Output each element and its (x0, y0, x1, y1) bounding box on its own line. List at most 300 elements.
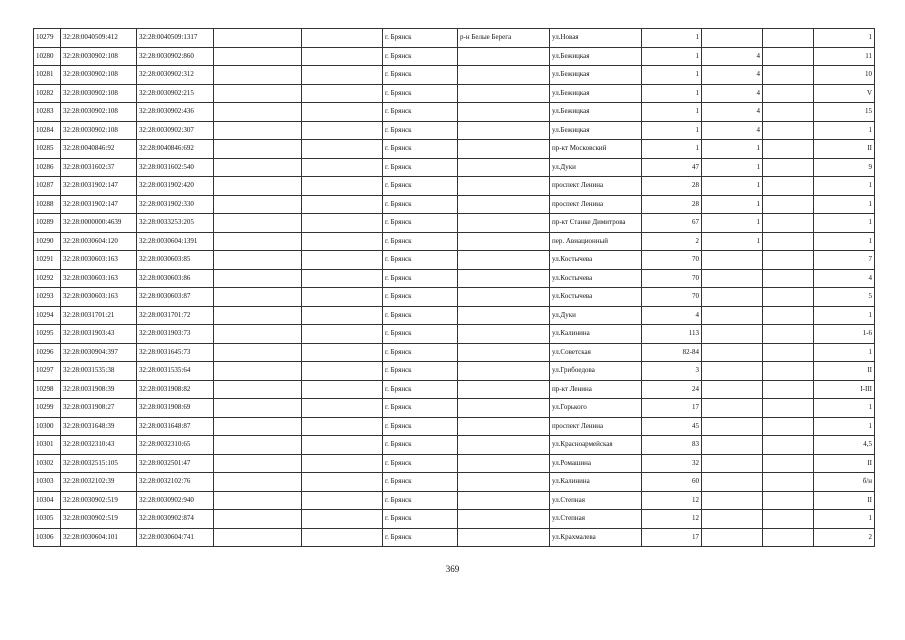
cell-premises: 5 (814, 288, 875, 307)
cell-parcel-number: 32:28:0030603:163 (61, 269, 137, 288)
cell-col-5 (302, 380, 383, 399)
cell-building (702, 436, 763, 455)
table-row (34, 269, 875, 288)
cell-premises: 4 (814, 269, 875, 288)
cell-col-11 (763, 140, 814, 159)
cell-district (458, 399, 550, 418)
cell-object-number: 32:28:0040509:1317 (137, 29, 214, 48)
cell-city: г. Брянск (383, 103, 458, 122)
cell-house: 1 (642, 121, 702, 140)
cell-col-11 (763, 288, 814, 307)
cell-city: г. Брянск (383, 195, 458, 214)
cell-city: г. Брянск (383, 491, 458, 510)
cell-house: 32 (642, 454, 702, 473)
table-row (34, 491, 875, 510)
table-row (34, 528, 875, 547)
cell-house: 17 (642, 528, 702, 547)
cell-street: пр-кт Станке Димитрова (550, 214, 642, 233)
cell-col-4 (214, 325, 302, 344)
cell-row-number: 10290 (34, 232, 61, 251)
cell-col-5 (302, 343, 383, 362)
cell-city: г. Брянск (383, 380, 458, 399)
cell-parcel-number: 32:28:0031903:43 (61, 325, 137, 344)
cell-district (458, 473, 550, 492)
cell-city: г. Брянск (383, 473, 458, 492)
cell-col-11 (763, 47, 814, 66)
cell-col-4 (214, 399, 302, 418)
cell-parcel-number: 32:28:0031602:37 (61, 158, 137, 177)
cell-district (458, 288, 550, 307)
cell-premises: 1 (814, 510, 875, 529)
cell-object-number: 32:28:0031908:82 (137, 380, 214, 399)
cell-city: г. Брянск (383, 288, 458, 307)
cell-city: г. Брянск (383, 362, 458, 381)
cell-row-number: 10288 (34, 195, 61, 214)
cell-col-4 (214, 195, 302, 214)
cell-col-4 (214, 454, 302, 473)
cell-building (702, 288, 763, 307)
cell-object-number: 32:28:0031903:73 (137, 325, 214, 344)
cell-col-11 (763, 269, 814, 288)
table-row (34, 362, 875, 381)
cell-premises: 2 (814, 528, 875, 547)
cell-house: 113 (642, 325, 702, 344)
cell-col-5 (302, 47, 383, 66)
cell-col-11 (763, 491, 814, 510)
cell-premises: 10 (814, 66, 875, 85)
cell-row-number: 10298 (34, 380, 61, 399)
cell-building (702, 29, 763, 48)
cell-city: г. Брянск (383, 269, 458, 288)
cell-premises: II (814, 140, 875, 159)
cell-object-number: 32:28:0030603:85 (137, 251, 214, 270)
cell-col-11 (763, 343, 814, 362)
cell-premises: 7 (814, 251, 875, 270)
cell-house: 28 (642, 177, 702, 196)
cell-row-number: 10305 (34, 510, 61, 529)
cell-parcel-number: 32:28:0030603:163 (61, 251, 137, 270)
cell-district (458, 454, 550, 473)
cell-col-4 (214, 47, 302, 66)
cell-premises: 1 (814, 177, 875, 196)
cell-col-5 (302, 528, 383, 547)
cell-city: г. Брянск (383, 399, 458, 418)
cell-district (458, 417, 550, 436)
cell-col-5 (302, 510, 383, 529)
cell-premises: 1 (814, 399, 875, 418)
cell-col-5 (302, 306, 383, 325)
cell-city: г. Брянск (383, 232, 458, 251)
cell-col-4 (214, 491, 302, 510)
cell-premises: 1 (814, 306, 875, 325)
cell-house: 83 (642, 436, 702, 455)
cell-district (458, 436, 550, 455)
cell-parcel-number: 32:28:0040846:92 (61, 140, 137, 159)
table-row (34, 306, 875, 325)
cell-col-5 (302, 140, 383, 159)
cell-parcel-number: 32:28:0031701:21 (61, 306, 137, 325)
cell-street: ул.Степная (550, 510, 642, 529)
cell-object-number: 32:28:0030902:312 (137, 66, 214, 85)
cell-parcel-number: 32:28:0031908:27 (61, 399, 137, 418)
cell-house: 82-84 (642, 343, 702, 362)
cell-street: ул.Бежицкая (550, 121, 642, 140)
cell-object-number: 32:28:0030604:741 (137, 528, 214, 547)
cell-district (458, 325, 550, 344)
cell-col-11 (763, 454, 814, 473)
cell-street: ул.Дуки (550, 306, 642, 325)
cell-row-number: 10294 (34, 306, 61, 325)
cell-col-5 (302, 436, 383, 455)
cell-parcel-number: 32:28:0000000:4639 (61, 214, 137, 233)
cell-col-11 (763, 121, 814, 140)
table-row (34, 473, 875, 492)
cell-col-5 (302, 195, 383, 214)
cell-col-11 (763, 195, 814, 214)
table-row (34, 343, 875, 362)
table-row (34, 399, 875, 418)
cell-building: 1 (702, 177, 763, 196)
cell-building: 4 (702, 66, 763, 85)
cell-col-5 (302, 177, 383, 196)
cell-city: г. Брянск (383, 417, 458, 436)
cell-parcel-number: 32:28:0032310:43 (61, 436, 137, 455)
cell-district (458, 343, 550, 362)
table-row (34, 436, 875, 455)
cell-col-4 (214, 362, 302, 381)
cell-city: г. Брянск (383, 454, 458, 473)
cell-house: 3 (642, 362, 702, 381)
cell-street: пер. Авиационный (550, 232, 642, 251)
cell-building (702, 380, 763, 399)
cell-col-5 (302, 325, 383, 344)
cell-object-number: 32:28:0031902:420 (137, 177, 214, 196)
cell-district (458, 158, 550, 177)
cell-col-4 (214, 84, 302, 103)
cell-col-5 (302, 251, 383, 270)
cell-col-4 (214, 417, 302, 436)
cell-col-4 (214, 528, 302, 547)
table-row (34, 47, 875, 66)
cell-object-number: 32:28:0030902:874 (137, 510, 214, 529)
cell-premises: I-III (814, 380, 875, 399)
cell-city: г. Брянск (383, 66, 458, 85)
cell-row-number: 10303 (34, 473, 61, 492)
cell-col-5 (302, 491, 383, 510)
table-row (34, 232, 875, 251)
cell-house: 1 (642, 47, 702, 66)
cell-col-11 (763, 362, 814, 381)
cell-city: г. Брянск (383, 177, 458, 196)
cell-street: пр-кт Московский (550, 140, 642, 159)
cell-row-number: 10299 (34, 399, 61, 418)
cell-house: 12 (642, 510, 702, 529)
cell-street: проспект Ленина (550, 195, 642, 214)
registry-sheet (33, 28, 875, 547)
cell-street: ул.Костычева (550, 251, 642, 270)
cell-building (702, 528, 763, 547)
cell-house: 45 (642, 417, 702, 436)
cell-parcel-number: 32:28:0031535:38 (61, 362, 137, 381)
table-row (34, 325, 875, 344)
cell-col-11 (763, 177, 814, 196)
cell-house: 1 (642, 140, 702, 159)
cell-premises: II (814, 454, 875, 473)
cell-city: г. Брянск (383, 343, 458, 362)
cell-col-11 (763, 399, 814, 418)
cell-street: ул.Калинина (550, 325, 642, 344)
table-row (34, 195, 875, 214)
cell-district (458, 306, 550, 325)
cell-col-11 (763, 380, 814, 399)
cell-district (458, 103, 550, 122)
cell-building: 1 (702, 158, 763, 177)
cell-row-number: 10286 (34, 158, 61, 177)
cell-row-number: 10301 (34, 436, 61, 455)
cell-street: проспект Ленина (550, 417, 642, 436)
cell-object-number: 32:28:0032501:47 (137, 454, 214, 473)
cell-premises: V (814, 84, 875, 103)
cell-col-4 (214, 251, 302, 270)
cell-premises: 1-6 (814, 325, 875, 344)
cell-street: ул.Дуки (550, 158, 642, 177)
cell-col-11 (763, 103, 814, 122)
cell-city: г. Брянск (383, 47, 458, 66)
table-row (34, 29, 875, 48)
cell-street: ул.Костычева (550, 288, 642, 307)
cell-district (458, 362, 550, 381)
cell-street: ул.Калинина (550, 473, 642, 492)
cell-premises: 1 (814, 343, 875, 362)
cell-building (702, 454, 763, 473)
registry-body (34, 29, 875, 547)
cell-row-number: 10297 (34, 362, 61, 381)
cell-object-number: 32:28:0031908:69 (137, 399, 214, 418)
cell-col-11 (763, 158, 814, 177)
table-row (34, 121, 875, 140)
cell-row-number: 10292 (34, 269, 61, 288)
cell-row-number: 10291 (34, 251, 61, 270)
table-row (34, 510, 875, 529)
table-row (34, 454, 875, 473)
cell-col-11 (763, 436, 814, 455)
cell-district: р-н Белые Берега (458, 29, 550, 48)
cell-district (458, 121, 550, 140)
cell-city: г. Брянск (383, 84, 458, 103)
cell-street: проспект Ленина (550, 177, 642, 196)
cell-district (458, 195, 550, 214)
registry-table (33, 28, 875, 547)
cell-building: 4 (702, 47, 763, 66)
cell-house: 24 (642, 380, 702, 399)
cell-col-11 (763, 510, 814, 529)
cell-street: ул.Бежицкая (550, 47, 642, 66)
cell-object-number: 32:28:0030902:436 (137, 103, 214, 122)
cell-street: ул.Новая (550, 29, 642, 48)
cell-col-5 (302, 362, 383, 381)
cell-col-11 (763, 417, 814, 436)
cell-parcel-number: 32:28:0030603:163 (61, 288, 137, 307)
cell-house: 47 (642, 158, 702, 177)
table-row (34, 66, 875, 85)
cell-district (458, 380, 550, 399)
cell-col-4 (214, 343, 302, 362)
cell-parcel-number: 32:28:0030902:108 (61, 84, 137, 103)
cell-city: г. Брянск (383, 510, 458, 529)
cell-col-4 (214, 103, 302, 122)
cell-col-4 (214, 121, 302, 140)
cell-premises: 1 (814, 121, 875, 140)
cell-col-5 (302, 29, 383, 48)
cell-street: ул.Советская (550, 343, 642, 362)
cell-row-number: 10281 (34, 66, 61, 85)
cell-house: 1 (642, 66, 702, 85)
cell-col-11 (763, 66, 814, 85)
cell-parcel-number: 32:28:0031902:147 (61, 195, 137, 214)
cell-object-number: 32:28:0032310:65 (137, 436, 214, 455)
cell-parcel-number: 32:28:0030604:101 (61, 528, 137, 547)
cell-parcel-number: 32:28:0040509:412 (61, 29, 137, 48)
cell-district (458, 140, 550, 159)
cell-city: г. Брянск (383, 528, 458, 547)
cell-object-number: 32:28:0040846:692 (137, 140, 214, 159)
cell-house: 1 (642, 29, 702, 48)
cell-object-number: 32:28:0033253:205 (137, 214, 214, 233)
cell-col-5 (302, 417, 383, 436)
cell-row-number: 10295 (34, 325, 61, 344)
cell-parcel-number: 32:28:0030604:120 (61, 232, 137, 251)
cell-premises: 1 (814, 214, 875, 233)
cell-row-number: 10279 (34, 29, 61, 48)
cell-district (458, 269, 550, 288)
cell-object-number: 32:28:0031602:540 (137, 158, 214, 177)
cell-object-number: 32:28:0031701:72 (137, 306, 214, 325)
cell-district (458, 84, 550, 103)
cell-object-number: 32:28:0030902:307 (137, 121, 214, 140)
cell-district (458, 214, 550, 233)
cell-house: 17 (642, 399, 702, 418)
cell-row-number: 10282 (34, 84, 61, 103)
cell-col-11 (763, 251, 814, 270)
cell-premises: 9 (814, 158, 875, 177)
cell-house: 2 (642, 232, 702, 251)
cell-district (458, 510, 550, 529)
cell-object-number: 32:28:0030902:940 (137, 491, 214, 510)
cell-col-11 (763, 473, 814, 492)
cell-col-5 (302, 66, 383, 85)
cell-premises: 1 (814, 29, 875, 48)
table-row (34, 140, 875, 159)
cell-building: 4 (702, 121, 763, 140)
cell-parcel-number: 32:28:0030902:519 (61, 491, 137, 510)
table-row (34, 417, 875, 436)
cell-parcel-number: 32:28:0030902:519 (61, 510, 137, 529)
cell-street: ул.Бежицкая (550, 84, 642, 103)
cell-building (702, 417, 763, 436)
cell-parcel-number: 32:28:0030902:108 (61, 47, 137, 66)
cell-district (458, 491, 550, 510)
cell-row-number: 10289 (34, 214, 61, 233)
cell-object-number: 32:28:0030902:860 (137, 47, 214, 66)
cell-building: 4 (702, 84, 763, 103)
cell-col-11 (763, 84, 814, 103)
cell-row-number: 10296 (34, 343, 61, 362)
table-row (34, 288, 875, 307)
cell-district (458, 232, 550, 251)
cell-object-number: 32:28:0031648:87 (137, 417, 214, 436)
cell-col-5 (302, 103, 383, 122)
cell-district (458, 251, 550, 270)
table-row (34, 103, 875, 122)
cell-house: 70 (642, 288, 702, 307)
cell-col-4 (214, 66, 302, 85)
cell-building (702, 325, 763, 344)
cell-house: 60 (642, 473, 702, 492)
cell-district (458, 66, 550, 85)
cell-row-number: 10304 (34, 491, 61, 510)
cell-premises: 1 (814, 195, 875, 214)
cell-district (458, 47, 550, 66)
cell-col-11 (763, 325, 814, 344)
cell-parcel-number: 32:28:0030904:397 (61, 343, 137, 362)
cell-premises: II (814, 362, 875, 381)
cell-city: г. Брянск (383, 436, 458, 455)
cell-col-5 (302, 158, 383, 177)
cell-object-number: 32:28:0031645:73 (137, 343, 214, 362)
cell-col-4 (214, 288, 302, 307)
cell-building (702, 399, 763, 418)
cell-col-5 (302, 399, 383, 418)
cell-col-4 (214, 510, 302, 529)
cell-row-number: 10287 (34, 177, 61, 196)
cell-street: ул.Крахмалева (550, 528, 642, 547)
cell-parcel-number: 32:28:0032102:39 (61, 473, 137, 492)
cell-parcel-number: 32:28:0031908:39 (61, 380, 137, 399)
cell-house: 70 (642, 251, 702, 270)
cell-col-4 (214, 29, 302, 48)
cell-col-5 (302, 269, 383, 288)
cell-col-11 (763, 232, 814, 251)
cell-building (702, 491, 763, 510)
cell-building: 1 (702, 195, 763, 214)
cell-street: ул.Ромашина (550, 454, 642, 473)
cell-col-4 (214, 158, 302, 177)
cell-building (702, 251, 763, 270)
cell-house: 12 (642, 491, 702, 510)
cell-street: ул.Грибоедова (550, 362, 642, 381)
cell-street: ул.Бежицкая (550, 66, 642, 85)
cell-building (702, 269, 763, 288)
cell-object-number: 32:28:0032102:76 (137, 473, 214, 492)
cell-building: 1 (702, 140, 763, 159)
cell-col-4 (214, 436, 302, 455)
cell-row-number: 10300 (34, 417, 61, 436)
cell-col-11 (763, 528, 814, 547)
cell-col-5 (302, 232, 383, 251)
cell-city: г. Брянск (383, 306, 458, 325)
cell-district (458, 177, 550, 196)
cell-district (458, 528, 550, 547)
cell-col-5 (302, 473, 383, 492)
cell-col-4 (214, 306, 302, 325)
cell-premises: II (814, 491, 875, 510)
cell-building: 1 (702, 232, 763, 251)
cell-parcel-number: 32:28:0031902:147 (61, 177, 137, 196)
table-row (34, 177, 875, 196)
table-row (34, 214, 875, 233)
cell-col-4 (214, 177, 302, 196)
cell-col-4 (214, 473, 302, 492)
